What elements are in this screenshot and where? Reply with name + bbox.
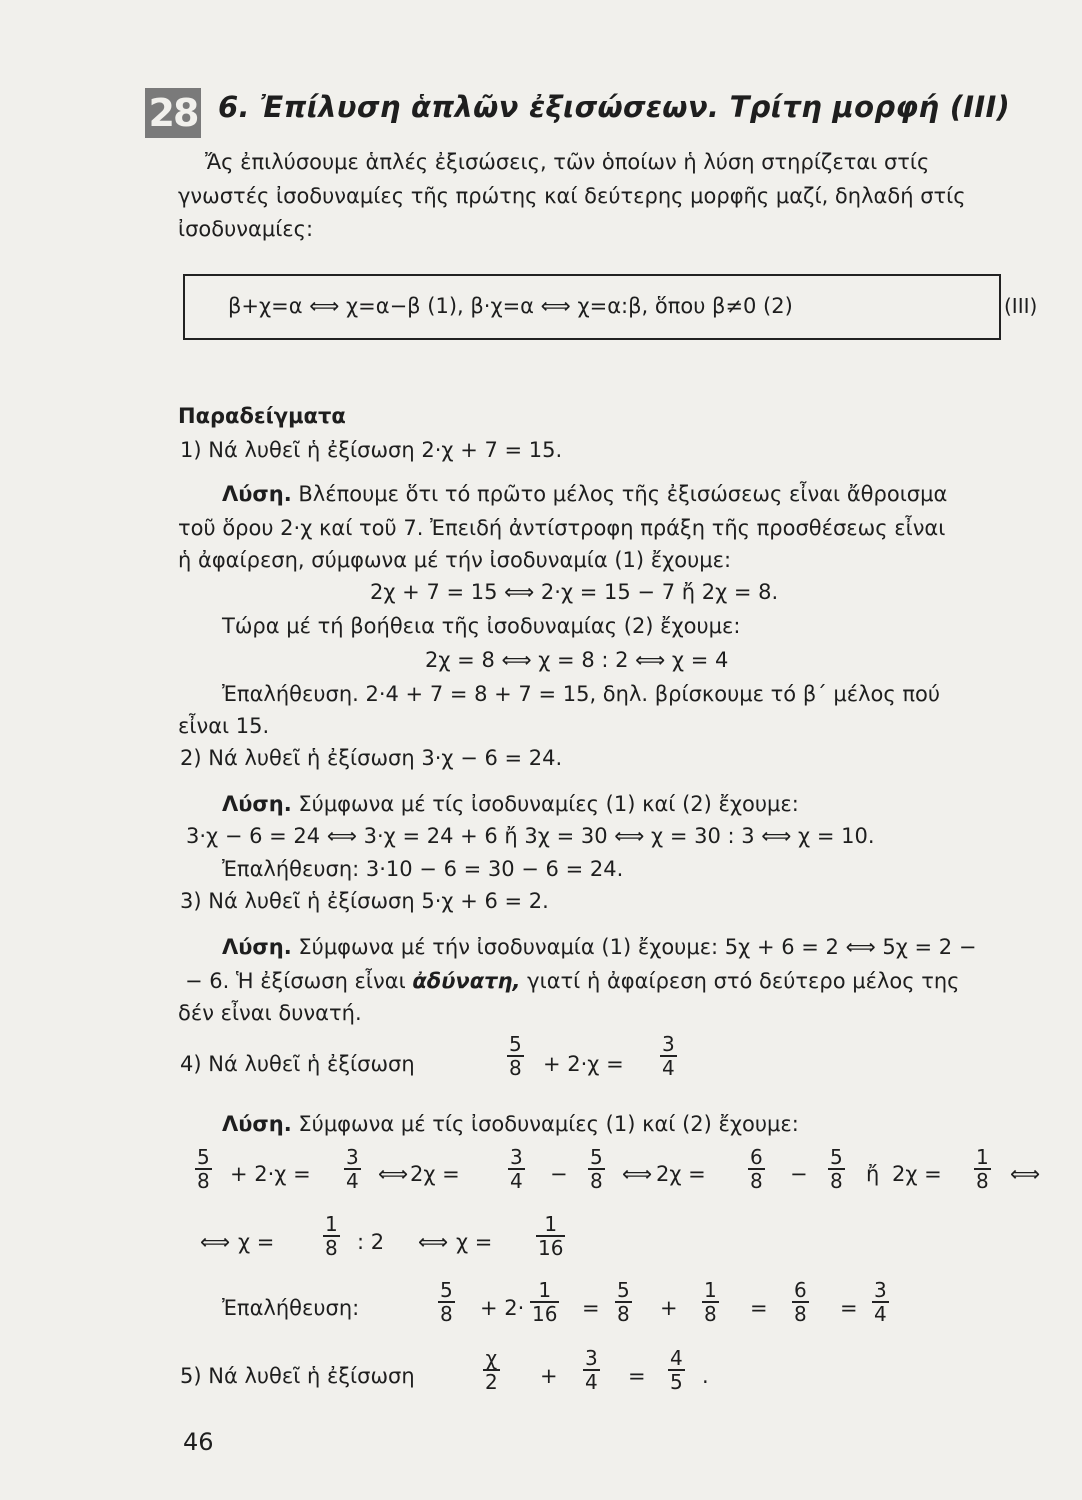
example-2-prompt: 2) Νά λυθεῖ ἡ ἐξίσωση 3·χ − 6 = 24. — [180, 746, 563, 770]
minus-sign: − — [790, 1162, 808, 1186]
x-eq: χ = — [456, 1230, 493, 1254]
frac-5-8: $\frac{5}{8}$ — [197, 1145, 210, 1193]
example-1-solution — [222, 480, 947, 508]
solution-label: Λύση. — [222, 935, 292, 959]
example-1-check-2: εἶναι 15. — [178, 714, 270, 738]
iff-symbol: ⟺ — [622, 1162, 653, 1186]
example-1-equation-2: 2χ = 8 ⟺ χ = 8 : 2 ⟺ χ = 4 — [425, 648, 729, 672]
twox-eq: 2χ = — [410, 1162, 460, 1186]
frac-5-8-b: $\frac{5}{8}$ — [590, 1145, 603, 1193]
frac-1-8-b: $\frac{1}{8}$ — [325, 1212, 338, 1260]
example-3-line-2 — [185, 967, 960, 995]
plus-2x-eq: + 2·χ = — [230, 1162, 311, 1186]
frac-3-4-d: $\frac{3}{4}$ — [585, 1346, 598, 1394]
intro-line-3: ἰσοδυναμίες: — [178, 217, 314, 241]
example-1-line-3: ἡ ἀφαίρεση, σύμφωνα μέ τήν ἰσοδυναμία (1) ἔχουμε: — [178, 548, 732, 572]
iff-symbol: ⟺ — [378, 1162, 409, 1186]
line-text-a: − 6. Ἡ ἐξίσωση εἶναι — [185, 969, 413, 993]
frac-5-8-e: $\frac{5}{8}$ — [617, 1278, 630, 1326]
minus-sign: − — [550, 1162, 568, 1186]
equals-sign: = — [582, 1296, 600, 1320]
example-1-prompt: 1) Νά λυθεῖ ἡ ἐξίσωση 2·χ + 7 = 15. — [180, 438, 563, 462]
example-1-line-4: Τώρα μέ τή βοήθεια τῆς ἰσοδυναμίας (2) ἔχουμε: — [222, 614, 741, 638]
equals-sign: = — [840, 1296, 858, 1320]
frac-5-8-c: $\frac{5}{8}$ — [830, 1145, 843, 1193]
solution-text: Βλέπουμε ὅτι τό πρῶτο μέλος τῆς ἐξισώσεως εἶναι ἄθροισμα — [291, 482, 948, 506]
plus-2-dot: + 2· — [480, 1296, 525, 1320]
twox-eq: 2χ = — [656, 1162, 706, 1186]
twox-eq: 2χ = — [892, 1162, 942, 1186]
equals-sign: = — [628, 1364, 646, 1388]
plus-sign: + — [660, 1296, 678, 1320]
frac-1-8-c: $\frac{1}{8}$ — [704, 1278, 717, 1326]
intro-line-2: γνωστές ἰσοδυναμίες τῆς πρώτης καί δεύτερης μορφῆς μαζί, δηλαδή στίς — [178, 184, 966, 208]
frac-4-5: $\frac{4}{5}$ — [670, 1346, 683, 1394]
frac-1-8: $\frac{1}{8}$ — [976, 1145, 989, 1193]
solution-text: Σύμφωνα μέ τίς ἰσοδυναμίες (1) καί (2) ἔχουμε: — [291, 792, 799, 816]
example-3-line-3: δέν εἶναι δυνατή. — [178, 1001, 362, 1025]
example-4-solution — [222, 1110, 799, 1138]
iff-symbol: ⟺ — [1010, 1162, 1041, 1186]
example-2-equation: 3·χ − 6 = 24 ⟺ 3·χ = 24 + 6 ἤ 3χ = 30 ⟺ χ = 30 : 3 ⟺ χ = 10. — [186, 824, 875, 848]
frac-3-4-c: $\frac{3}{4}$ — [874, 1278, 887, 1326]
x-eq: χ = — [238, 1230, 275, 1254]
iff-symbol: ⟺ — [200, 1230, 231, 1254]
example-3-solution — [222, 933, 976, 961]
plus-2x-equals: + 2·χ = — [543, 1052, 624, 1076]
solution-label: Λύση. — [222, 1112, 292, 1136]
examples-heading: Παραδείγματα — [178, 404, 346, 428]
frac-3-4: $\frac{3}{4}$ — [346, 1145, 359, 1193]
frac-6-8: $\frac{6}{8}$ — [750, 1145, 763, 1193]
frac-3-4-b: $\frac{3}{4}$ — [510, 1145, 523, 1193]
solution-text: Σύμφωνα μέ τίς ἰσοδυναμίες (1) καί (2) ἔχουμε: — [291, 1112, 799, 1136]
example-5-prompt: 5) Νά λυθεῖ ἡ ἐξίσωση — [180, 1364, 415, 1388]
frac-6-8-b: $\frac{6}{8}$ — [794, 1278, 807, 1326]
emphasis-impossible: ἀδύνατη, — [412, 969, 521, 993]
frac-x-2: $\frac{\chi}{2}$ — [485, 1346, 498, 1394]
example-4-prompt: 4) Νά λυθεῖ ἡ ἐξίσωση — [180, 1052, 415, 1076]
example-1-equation-1: 2χ + 7 = 15 ⟺ 2·χ = 15 − 7 ἤ 2χ = 8. — [370, 580, 779, 604]
example-1-line-2: τοῦ ὅρου 2·χ καί τοῦ 7. Ἐπειδή ἀντίστροφη πράξη τῆς προσθέσεως εἶναι — [178, 516, 946, 540]
page-number: 46 — [183, 1428, 214, 1456]
iff-symbol: ⟺ — [418, 1230, 449, 1254]
div-2: : 2 — [357, 1230, 385, 1254]
page-title: 6. Ἐπίλυση ἁπλῶν ἐξισώσεων. Τρίτη μορφή (ΙΙΙ) — [218, 90, 1011, 124]
period: . — [702, 1364, 709, 1388]
example-4-check-label: Ἐπαλήθευση: — [222, 1296, 360, 1320]
fraction-5-8: $\frac{5}{8}$ — [509, 1032, 522, 1080]
example-3-prompt: 3) Νά λυθεῖ ἡ ἐξίσωση 5·χ + 6 = 2. — [180, 889, 549, 913]
plus-sign: + — [540, 1364, 558, 1388]
intro-line-1: Ἄς ἐπιλύσουμε ἁπλές ἐξισώσεις, τῶν ὁποίων ἡ λύση στηρίζεται στίς — [205, 150, 930, 174]
solution-text: Σύμφωνα μέ τήν ἰσοδυναμία (1) ἔχουμε: 5χ + 6 = 2 ⟺ 5χ = 2 − — [291, 935, 977, 959]
example-2-check: Ἐπαλήθευση: 3·10 − 6 = 30 − 6 = 24. — [222, 857, 624, 881]
frac-1-16-b: $\frac{1}{16}$ — [532, 1278, 558, 1326]
solution-label: Λύση. — [222, 482, 292, 506]
example-2-solution — [222, 790, 799, 818]
equivalence-formula: β+χ=α ⟺ χ=α−β (1), β·χ=α ⟺ χ=α:β, ὅπου β≠0 (2) — [228, 294, 793, 318]
section-number-badge: 28 — [145, 88, 201, 138]
example-1-check-1: Ἐπαλήθευση. 2·4 + 7 = 8 + 7 = 15, δηλ. βρίσκουμε τό β΄ μέλος πού — [222, 682, 941, 706]
line-text-b: γιατί ἡ ἀφαίρεση στό δεύτερο μέλος της — [520, 969, 960, 993]
equals-sign: = — [750, 1296, 768, 1320]
fraction-3-4: $\frac{3}{4}$ — [662, 1032, 675, 1080]
solution-label: Λύση. — [222, 792, 292, 816]
equivalence-label: (ΙΙΙ) — [1004, 294, 1038, 318]
or-word: ἤ — [866, 1162, 880, 1186]
frac-1-16: $\frac{1}{16}$ — [538, 1212, 564, 1260]
frac-5-8-d: $\frac{5}{8}$ — [440, 1278, 453, 1326]
